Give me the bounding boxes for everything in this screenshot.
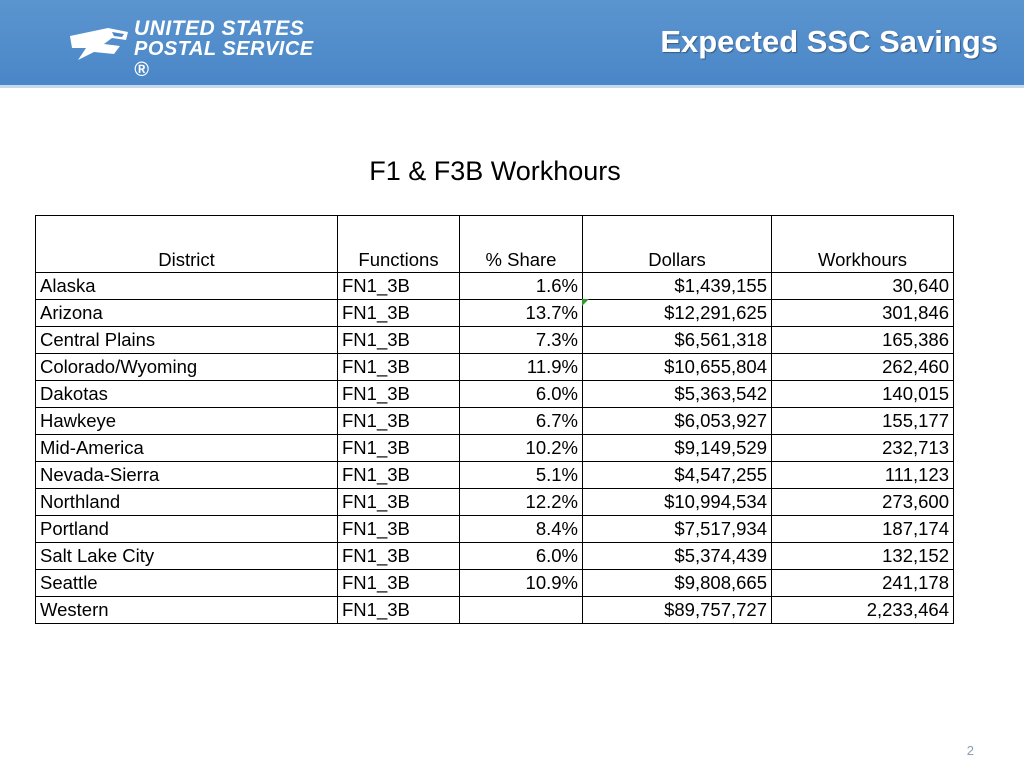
cell-dollars: $89,757,727 xyxy=(583,597,772,624)
cell-district: Salt Lake City xyxy=(36,543,338,570)
cell-dollars: $10,655,804 xyxy=(583,354,772,381)
cell-district: Colorado/Wyoming xyxy=(36,354,338,381)
cell-workhours: 262,460 xyxy=(772,354,954,381)
cell-share: 6.0% xyxy=(460,381,583,408)
cell-dollars: $10,994,534 xyxy=(583,489,772,516)
cell-functions: FN1_3B xyxy=(338,570,460,597)
cell-share: 10.9% xyxy=(460,570,583,597)
cell-share: 1.6% xyxy=(460,273,583,300)
cell-functions: FN1_3B xyxy=(338,543,460,570)
cell-workhours: 2,233,464 xyxy=(772,597,954,624)
cell-workhours: 273,600 xyxy=(772,489,954,516)
header-rule xyxy=(0,85,1024,88)
cell-workhours: 30,640 xyxy=(772,273,954,300)
cell-workhours: 132,152 xyxy=(772,543,954,570)
table-row xyxy=(36,489,954,516)
table-row xyxy=(36,462,954,489)
cell-share: 10.2% xyxy=(460,435,583,462)
cell-workhours: 241,178 xyxy=(772,570,954,597)
cell-district: Central Plains xyxy=(36,327,338,354)
cell-functions: FN1_3B xyxy=(338,354,460,381)
table-row xyxy=(36,327,954,354)
cell-share: 13.7% xyxy=(460,300,583,327)
cell-district: Mid-America xyxy=(36,435,338,462)
table-row xyxy=(36,597,954,624)
table-row xyxy=(36,273,954,300)
cell-dollars: $9,149,529 xyxy=(583,435,772,462)
cell-functions: FN1_3B xyxy=(338,273,460,300)
cell-workhours: 155,177 xyxy=(772,408,954,435)
error-indicator-icon xyxy=(582,299,589,306)
cell-share: 5.1% xyxy=(460,462,583,489)
cell-functions: FN1_3B xyxy=(338,381,460,408)
cell-share: 11.9% xyxy=(460,354,583,381)
logo-line-2: POSTAL SERVICE ® xyxy=(134,38,314,81)
cell-district: Portland xyxy=(36,516,338,543)
usps-logo xyxy=(68,17,328,81)
cell-district: Nevada-Sierra xyxy=(36,462,338,489)
cell-district: Alaska xyxy=(36,273,338,300)
table-row xyxy=(36,381,954,408)
cell-share: 6.0% xyxy=(460,543,583,570)
cell-district: Hawkeye xyxy=(36,408,338,435)
cell-workhours: 187,174 xyxy=(772,516,954,543)
table-row xyxy=(36,516,954,543)
cell-dollars: $9,808,665 xyxy=(583,570,772,597)
slide-title: Expected SSC Savings xyxy=(660,24,998,59)
cell-functions: FN1_3B xyxy=(338,597,460,624)
cell-dollars: $1,439,155 xyxy=(583,273,772,300)
table-row xyxy=(36,408,954,435)
table-row xyxy=(36,300,954,327)
column-header-dollars: Dollars xyxy=(583,216,772,273)
logo-line-1: UNITED STATES xyxy=(134,17,305,40)
cell-district: Northland xyxy=(36,489,338,516)
cell-district: Western xyxy=(36,597,338,624)
table-row xyxy=(36,543,954,570)
cell-functions: FN1_3B xyxy=(338,435,460,462)
cell-dollars: $6,053,927 xyxy=(583,408,772,435)
cell-share: 7.3% xyxy=(460,327,583,354)
eagle-icon xyxy=(68,18,130,66)
cell-dollars: $7,517,934 xyxy=(583,516,772,543)
cell-workhours: 232,713 xyxy=(772,435,954,462)
column-header-functions: Functions xyxy=(338,216,460,273)
cell-district: Seattle xyxy=(36,570,338,597)
cell-dollars: $5,374,439 xyxy=(583,543,772,570)
column-header-workhours: Workhours xyxy=(772,216,954,273)
cell-workhours: 301,846 xyxy=(772,300,954,327)
cell-functions: FN1_3B xyxy=(338,462,460,489)
cell-workhours: 111,123 xyxy=(772,462,954,489)
cell-share: 6.7% xyxy=(460,408,583,435)
cell-functions: FN1_3B xyxy=(338,408,460,435)
column-header-district: District xyxy=(36,216,338,273)
cell-functions: FN1_3B xyxy=(338,489,460,516)
cell-dollars xyxy=(583,300,772,327)
cell-share: 8.4% xyxy=(460,516,583,543)
cell-dollars: $4,547,255 xyxy=(583,462,772,489)
table-header-row xyxy=(36,216,954,273)
column-header-share: % Share xyxy=(460,216,583,273)
cell-functions: FN1_3B xyxy=(338,300,460,327)
cell-dollars: $5,363,542 xyxy=(583,381,772,408)
cell-share xyxy=(460,597,583,624)
table-row xyxy=(36,570,954,597)
cell-share: 12.2% xyxy=(460,489,583,516)
cell-dollars: $6,561,318 xyxy=(583,327,772,354)
cell-district: Arizona xyxy=(36,300,338,327)
table-subtitle: F1 & F3B Workhours xyxy=(369,156,621,186)
cell-functions: FN1_3B xyxy=(338,327,460,354)
table-row xyxy=(36,435,954,462)
cell-functions: FN1_3B xyxy=(338,516,460,543)
cell-workhours: 140,015 xyxy=(772,381,954,408)
table-row xyxy=(36,354,954,381)
page-number: 2 xyxy=(966,743,974,758)
cell-dollars-value: $12,291,625 xyxy=(664,302,767,323)
workhours-table xyxy=(35,215,954,624)
cell-workhours: 165,386 xyxy=(772,327,954,354)
cell-district: Dakotas xyxy=(36,381,338,408)
